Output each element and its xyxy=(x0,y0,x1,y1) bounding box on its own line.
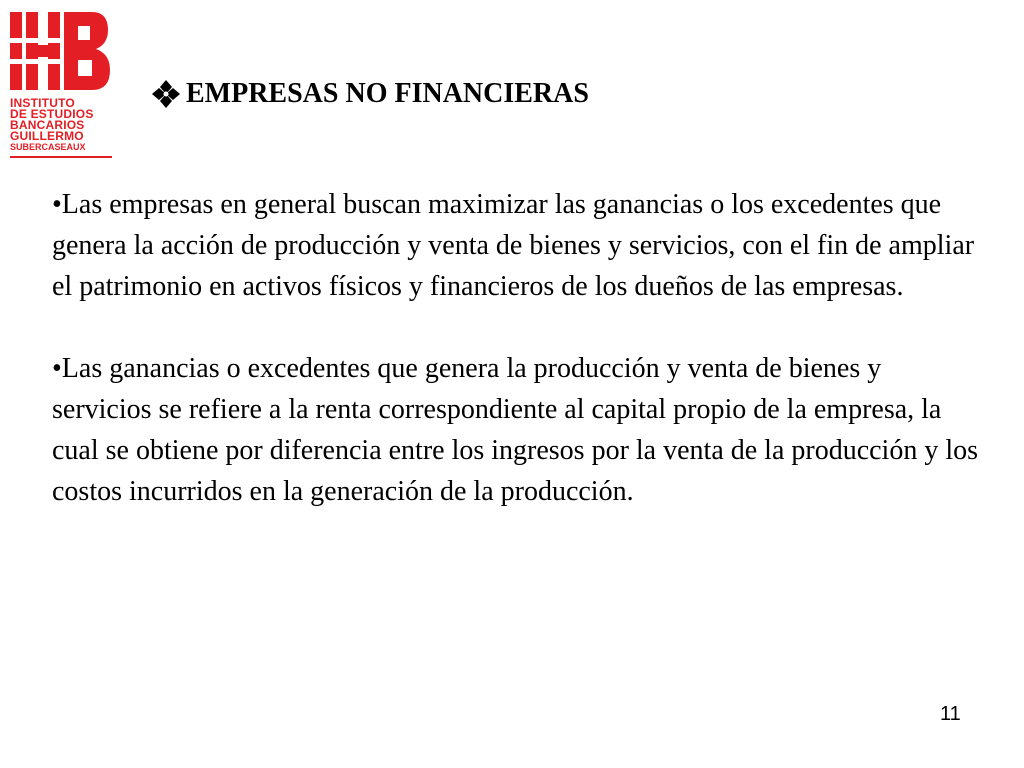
institute-logo-text xyxy=(10,98,112,152)
slide-body xyxy=(52,184,982,553)
logo-line-5: SUBERCASEAUX xyxy=(10,142,86,152)
bullet-paragraph: •Las empresas en general buscan maximizar las ganancias o los excedentes que genera la acción de producción y venta de bienes y servicios, con el fin de ampliar el patrimonio en activos físicos y financieros de los dueños de las empresas. xyxy=(52,189,975,302)
diamond-bullet-icon xyxy=(150,79,182,109)
slide-title xyxy=(150,78,589,110)
logo-line-1: INSTITUTO xyxy=(10,96,75,110)
institute-logo-mark-icon xyxy=(10,12,112,90)
logo-line-3: BANCARIOS xyxy=(10,118,85,132)
logo-divider xyxy=(10,156,112,158)
logo-line-2: DE ESTUDIOS xyxy=(10,107,94,121)
page-number: 11 xyxy=(940,703,961,725)
institute-logo xyxy=(10,12,112,162)
bullet-paragraph: •Las ganancias o excedentes que genera la producción y venta de bienes y servicios se refiere a la renta correspondiente al capital propio de la empresa, la cual se obtiene por diferencia entre los ingresos por la venta de la producción y los costos incurridos en la generación de la producción. xyxy=(52,353,979,507)
logo-line-4: GUILLERMO xyxy=(10,129,84,143)
slide-title-text: EMPRESAS NO FINANCIERAS xyxy=(186,78,589,109)
